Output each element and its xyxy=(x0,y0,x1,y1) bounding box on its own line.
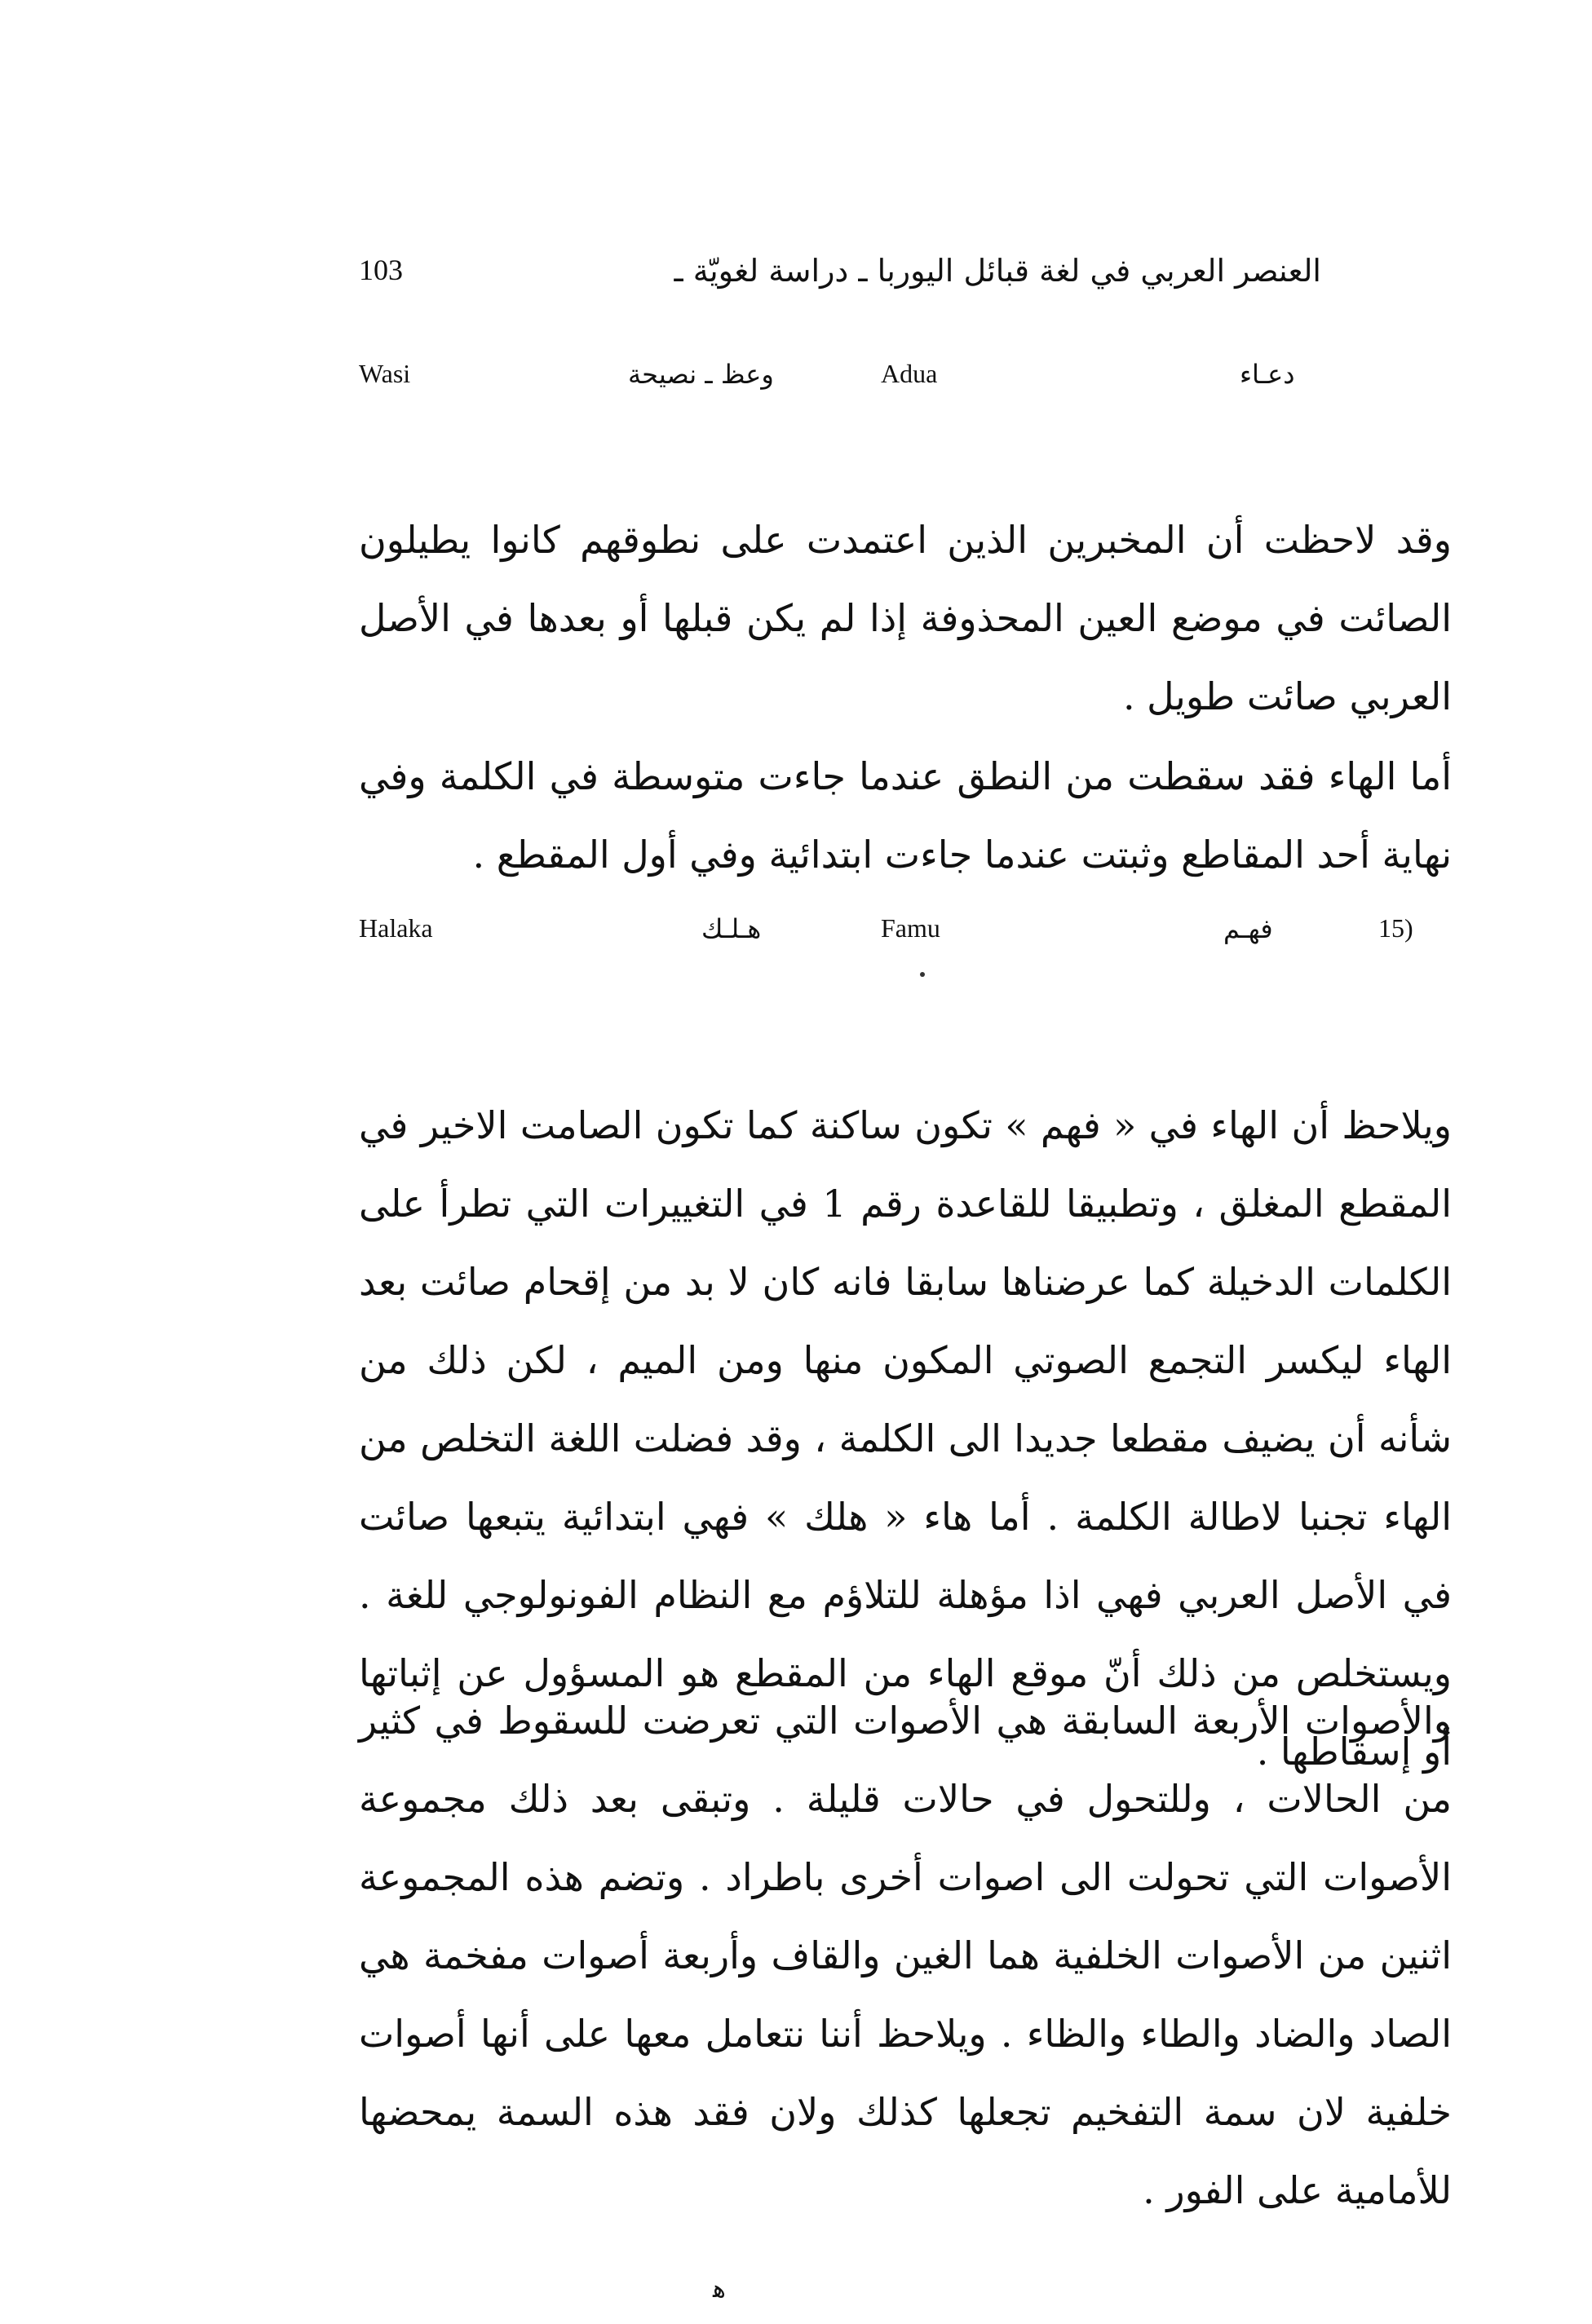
chapter-title: العنصر العربي في لغة قبائل اليوربا ـ دراسة لغويّة ـ xyxy=(674,253,1321,289)
example-row-1 xyxy=(359,359,1321,416)
running-header xyxy=(359,245,1321,310)
transliteration-adua: Adua xyxy=(881,359,938,388)
arabic-gloss-waz: وعظ ـ نصيحة xyxy=(628,359,774,390)
page-number: 103 xyxy=(359,254,403,286)
example-row-2 xyxy=(359,913,1413,970)
footer-mark: ﻫ xyxy=(713,2275,726,2304)
arabic-gloss-halak: هـلـك xyxy=(701,913,762,944)
paragraph-2: أما الهاء فقد سقطت من النطق عندما جاءت متوسطة في الكلمة وفي نهاية أحد المقاطع وثبتت عندما جاءت ابتدائية وفي أول المقطع . xyxy=(359,754,1452,877)
arabic-gloss-fahm: فهـم xyxy=(1223,913,1273,944)
paragraph-1: وقد لاحظت أن المخبرين الذين اعتمدت على نطوقهم كانوا يطيلون الصائت في موضع العين المحذوفة إذا لم يكن قبلها أو بعدها في الأصل العربي صائت طويل . xyxy=(359,518,1452,718)
arabic-gloss-dua: دعـاء xyxy=(1240,359,1295,390)
paragraph-4: والأصوات الأربعة السابقة هي الأصوات التي تعرضت للسقوط في كثير من الحالات ، وللتحول في حالات قليلة . وتبقى بعد ذلك مجموعة الأصوات التي تحولت الى اصوات أخرى باطراد . وتضم هذه المجموعة اثنين من الأصوات الخلفية هما الغين والقاف وأربعة أصوات مفخمة هي الصاد والضاد والطاء والظاء . ويلاحظ أننا نتعامل معها على أنها أصوات خلفية لان سمة التفخيم تجعلها كذلك ولان فقد هذه السمة يمحضها للأمامية على الفور . xyxy=(359,1699,1452,2212)
stray-dot xyxy=(920,972,925,977)
transliteration-famu: Famu xyxy=(881,913,940,943)
paragraph-3: ويلاحظ أن الهاء في « فهم » تكون ساكنة كما تكون الصامت الاخير في المقطع المغلق ، وتطبيقا للقاعدة رقم 1 في التغييرات التي تطرأ على الكلمات الدخيلة كما عرضناها سابقا فانه كان لا بد من إقحام صائت بعد الهاء ليكسر التجمع الصوتي المكون منها ومن الميم ، لكن ذلك من شأنه أن يضيف مقطعا جديدا الى الكلمة ، وقد فضلت اللغة التخلص من الهاء تجنبا لاطالة الكلمة . أما هاء « هلك » فهي ابتدائية يتبعها صائت في الأصل العربي فهي اذا مؤهلة للتلاؤم مع النظام الفونولوجي للغة . ويستخلص من ذلك أنّ موقع الهاء من المقطع هو المسؤول عن إثباتها أو إسقاطها . xyxy=(359,1103,1452,1774)
example-number: 15) xyxy=(1378,913,1413,943)
transliteration-wasi: Wasi xyxy=(359,359,411,388)
transliteration-halaka: Halaka xyxy=(359,913,433,943)
